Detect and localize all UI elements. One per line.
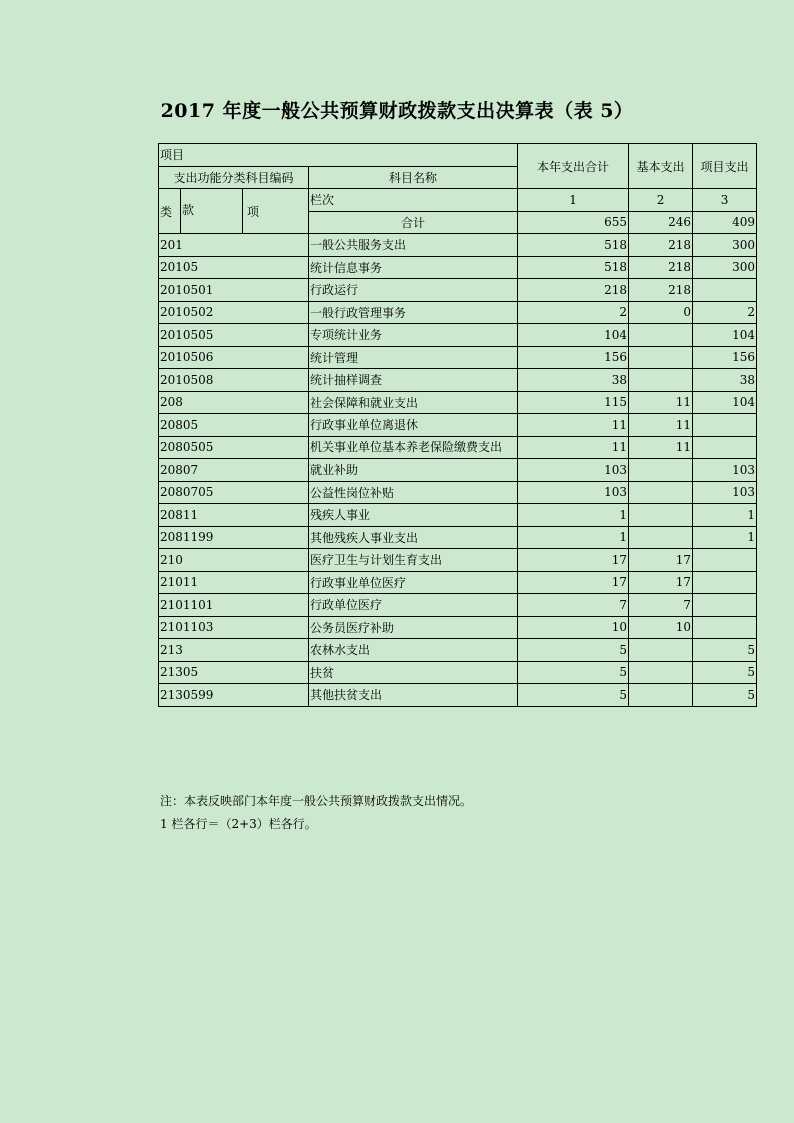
table-row <box>159 481 757 504</box>
row-name: 医疗卫生与计划生育支出 <box>309 549 518 572</box>
total-project: 409 <box>693 211 757 234</box>
row-name: 残疾人事业 <box>309 504 518 527</box>
table-row <box>159 256 757 279</box>
table-row <box>159 549 757 572</box>
table-row <box>159 571 757 594</box>
row-basic: 218 <box>629 279 693 302</box>
header-col3: 3 <box>693 189 757 212</box>
row-basic: 17 <box>629 549 693 572</box>
row-basic: 11 <box>629 414 693 437</box>
row-code: 2101103 <box>159 616 309 639</box>
header-name: 科目名称 <box>309 166 518 189</box>
row-project: 2 <box>693 301 757 324</box>
row-code: 2080705 <box>159 481 309 504</box>
table-row <box>159 391 757 414</box>
row-total: 518 <box>518 256 629 279</box>
row-total: 103 <box>518 481 629 504</box>
header-row-project <box>159 144 757 167</box>
row-name: 统计抽样调查 <box>309 369 518 392</box>
row-basic <box>629 324 693 347</box>
row-name: 公务员医疗补助 <box>309 616 518 639</box>
header-col1: 1 <box>518 189 629 212</box>
row-project <box>693 279 757 302</box>
table-row <box>159 324 757 347</box>
header-lanci: 栏次 <box>309 189 518 212</box>
table-row <box>159 234 757 257</box>
table-row <box>159 639 757 662</box>
row-code: 213 <box>159 639 309 662</box>
row-basic <box>629 481 693 504</box>
row-basic: 11 <box>629 391 693 414</box>
row-total: 518 <box>518 234 629 257</box>
row-basic <box>629 661 693 684</box>
row-project: 1 <box>693 504 757 527</box>
row-code: 2010508 <box>159 369 309 392</box>
row-total: 103 <box>518 459 629 482</box>
row-total: 11 <box>518 436 629 459</box>
header-basic: 基本支出 <box>629 144 693 189</box>
row-total: 11 <box>518 414 629 437</box>
expenditure-table <box>158 143 757 707</box>
row-project: 103 <box>693 481 757 504</box>
row-name: 社会保障和就业支出 <box>309 391 518 414</box>
row-total: 17 <box>518 549 629 572</box>
row-project: 5 <box>693 639 757 662</box>
row-basic: 218 <box>629 234 693 257</box>
row-code: 210 <box>159 549 309 572</box>
row-name: 行政单位医疗 <box>309 594 518 617</box>
row-project: 38 <box>693 369 757 392</box>
row-total: 218 <box>518 279 629 302</box>
row-total: 104 <box>518 324 629 347</box>
header-kuan: 款 <box>181 189 243 234</box>
row-total: 10 <box>518 616 629 639</box>
row-project <box>693 414 757 437</box>
row-code: 2081199 <box>159 526 309 549</box>
header-project: 项目 <box>159 144 518 167</box>
row-name: 扶贫 <box>309 661 518 684</box>
row-project: 5 <box>693 684 757 707</box>
row-basic: 0 <box>629 301 693 324</box>
row-name: 农林水支出 <box>309 639 518 662</box>
row-code: 20105 <box>159 256 309 279</box>
table-row <box>159 436 757 459</box>
row-name: 一般行政管理事务 <box>309 301 518 324</box>
note-line-1: 注：本表反映部门本年度一般公共预算财政拨款支出情况。 <box>160 794 473 808</box>
row-project: 300 <box>693 234 757 257</box>
row-name: 统计管理 <box>309 346 518 369</box>
row-basic <box>629 459 693 482</box>
row-basic <box>629 346 693 369</box>
row-name: 行政事业单位医疗 <box>309 571 518 594</box>
row-basic <box>629 369 693 392</box>
total-basic: 246 <box>629 211 693 234</box>
row-code: 2010506 <box>159 346 309 369</box>
row-basic: 17 <box>629 571 693 594</box>
table-row <box>159 661 757 684</box>
row-name: 其他扶贫支出 <box>309 684 518 707</box>
row-code: 20811 <box>159 504 309 527</box>
row-code: 208 <box>159 391 309 414</box>
table-row <box>159 369 757 392</box>
row-project: 1 <box>693 526 757 549</box>
row-name: 专项统计业务 <box>309 324 518 347</box>
table-row <box>159 684 757 707</box>
row-code: 21011 <box>159 571 309 594</box>
row-project: 5 <box>693 661 757 684</box>
row-project <box>693 594 757 617</box>
row-basic <box>629 504 693 527</box>
row-code: 21305 <box>159 661 309 684</box>
table-row <box>159 301 757 324</box>
row-total: 7 <box>518 594 629 617</box>
row-name: 行政事业单位离退休 <box>309 414 518 437</box>
row-name: 统计信息事务 <box>309 256 518 279</box>
row-code: 2010502 <box>159 301 309 324</box>
row-name: 行政运行 <box>309 279 518 302</box>
row-project: 104 <box>693 391 757 414</box>
header-col2: 2 <box>629 189 693 212</box>
row-total: 1 <box>518 526 629 549</box>
header-xiang: 项 <box>243 189 309 234</box>
row-code: 2010505 <box>159 324 309 347</box>
row-total: 17 <box>518 571 629 594</box>
row-project: 103 <box>693 459 757 482</box>
row-total: 5 <box>518 684 629 707</box>
row-basic: 10 <box>629 616 693 639</box>
header-project-expenditure: 项目支出 <box>693 144 757 189</box>
row-code: 20807 <box>159 459 309 482</box>
row-total: 115 <box>518 391 629 414</box>
total-label: 合计 <box>309 211 518 234</box>
total-total: 655 <box>518 211 629 234</box>
row-code: 2080505 <box>159 436 309 459</box>
row-project <box>693 616 757 639</box>
table-row <box>159 414 757 437</box>
table-row <box>159 279 757 302</box>
header-code: 支出功能分类科目编码 <box>159 166 309 189</box>
row-total: 5 <box>518 661 629 684</box>
row-code: 2101101 <box>159 594 309 617</box>
row-basic <box>629 526 693 549</box>
table-row <box>159 346 757 369</box>
row-project: 156 <box>693 346 757 369</box>
table-row <box>159 504 757 527</box>
row-total: 2 <box>518 301 629 324</box>
header-row-lanci <box>159 189 757 212</box>
table-row <box>159 526 757 549</box>
row-total: 1 <box>518 504 629 527</box>
row-total: 38 <box>518 369 629 392</box>
table-row <box>159 616 757 639</box>
row-basic <box>629 684 693 707</box>
row-total: 5 <box>518 639 629 662</box>
row-code: 20805 <box>159 414 309 437</box>
row-name: 就业补助 <box>309 459 518 482</box>
header-total: 本年支出合计 <box>518 144 629 189</box>
row-code: 201 <box>159 234 309 257</box>
row-basic: 11 <box>629 436 693 459</box>
table-row <box>159 459 757 482</box>
row-code: 2010501 <box>159 279 309 302</box>
page-title: 2017 年度一般公共预算财政拨款支出决算表（表 5） <box>160 100 634 122</box>
row-project: 300 <box>693 256 757 279</box>
row-name: 机关事业单位基本养老保险缴费支出 <box>309 436 518 459</box>
header-lei: 类 <box>159 189 181 234</box>
note-line-2: 1 栏各行＝（2+3）栏各行。 <box>160 817 317 831</box>
row-name: 其他残疾人事业支出 <box>309 526 518 549</box>
table-row <box>159 594 757 617</box>
row-project <box>693 436 757 459</box>
row-total: 156 <box>518 346 629 369</box>
row-project <box>693 571 757 594</box>
row-basic: 7 <box>629 594 693 617</box>
row-name: 公益性岗位补贴 <box>309 481 518 504</box>
row-name: 一般公共服务支出 <box>309 234 518 257</box>
row-basic <box>629 639 693 662</box>
row-basic: 218 <box>629 256 693 279</box>
row-code: 2130599 <box>159 684 309 707</box>
row-project: 104 <box>693 324 757 347</box>
row-project <box>693 549 757 572</box>
